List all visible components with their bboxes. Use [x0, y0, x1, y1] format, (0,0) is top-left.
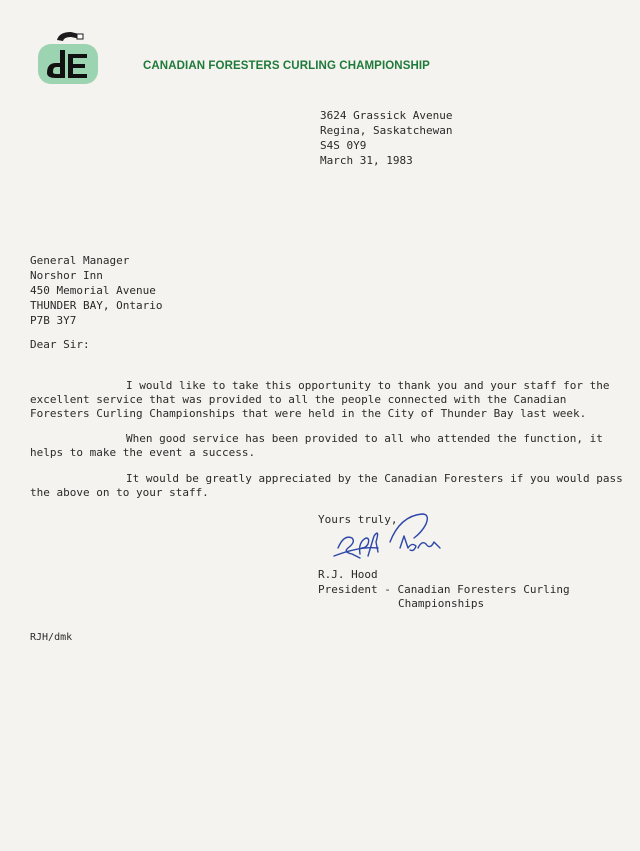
sender-city: Regina, Saskatchewan — [320, 124, 453, 137]
curling-logo-icon — [37, 26, 99, 86]
paragraph-2-line-1: When good service has been provided to all who attended the function, it — [126, 432, 603, 445]
paragraph-3-line-2: the above on to your staff. — [30, 486, 209, 499]
signer-position-line-1: President - Canadian Foresters Curling — [318, 583, 570, 596]
recipient-title: General Manager — [30, 254, 130, 267]
paragraph-3-line-1: It would be greatly appreciated by the Canadian Foresters if you would pass — [126, 472, 623, 485]
handwritten-signature — [330, 508, 445, 568]
recipient-postal: P7B 3Y7 — [30, 314, 77, 327]
paragraph-2-line-2: helps to make the event a success. — [30, 446, 256, 459]
letter-date: March 31, 1983 — [320, 154, 413, 167]
sender-street: 3624 Grassick Avenue — [320, 109, 453, 122]
recipient-street: 450 Memorial Avenue — [30, 284, 156, 297]
recipient-city: THUNDER BAY, Ontario — [30, 299, 163, 312]
valediction: Yours truly, — [318, 513, 398, 526]
letterhead-organization: CANADIAN FORESTERS CURLING CHAMPIONSHIP — [143, 60, 430, 72]
paragraph-1-line-2: excellent service that was provided to all the people connected with the Canadian — [30, 393, 567, 406]
paragraph-1-line-1: I would like to take this opportunity to thank you and your staff for the — [126, 379, 610, 392]
paragraph-1-line-3: Foresters Curling Championships that were held in the City of Thunder Bay last week. — [30, 407, 587, 420]
signer-position-line-2: Championships — [398, 597, 485, 610]
sender-postal: S4S 0Y9 — [320, 139, 367, 152]
salutation: Dear Sir: — [30, 338, 90, 351]
reference-initials: RJH/dmk — [30, 632, 73, 643]
signer-name: R.J. Hood — [318, 568, 378, 581]
recipient-name: Norshor Inn — [30, 269, 103, 282]
